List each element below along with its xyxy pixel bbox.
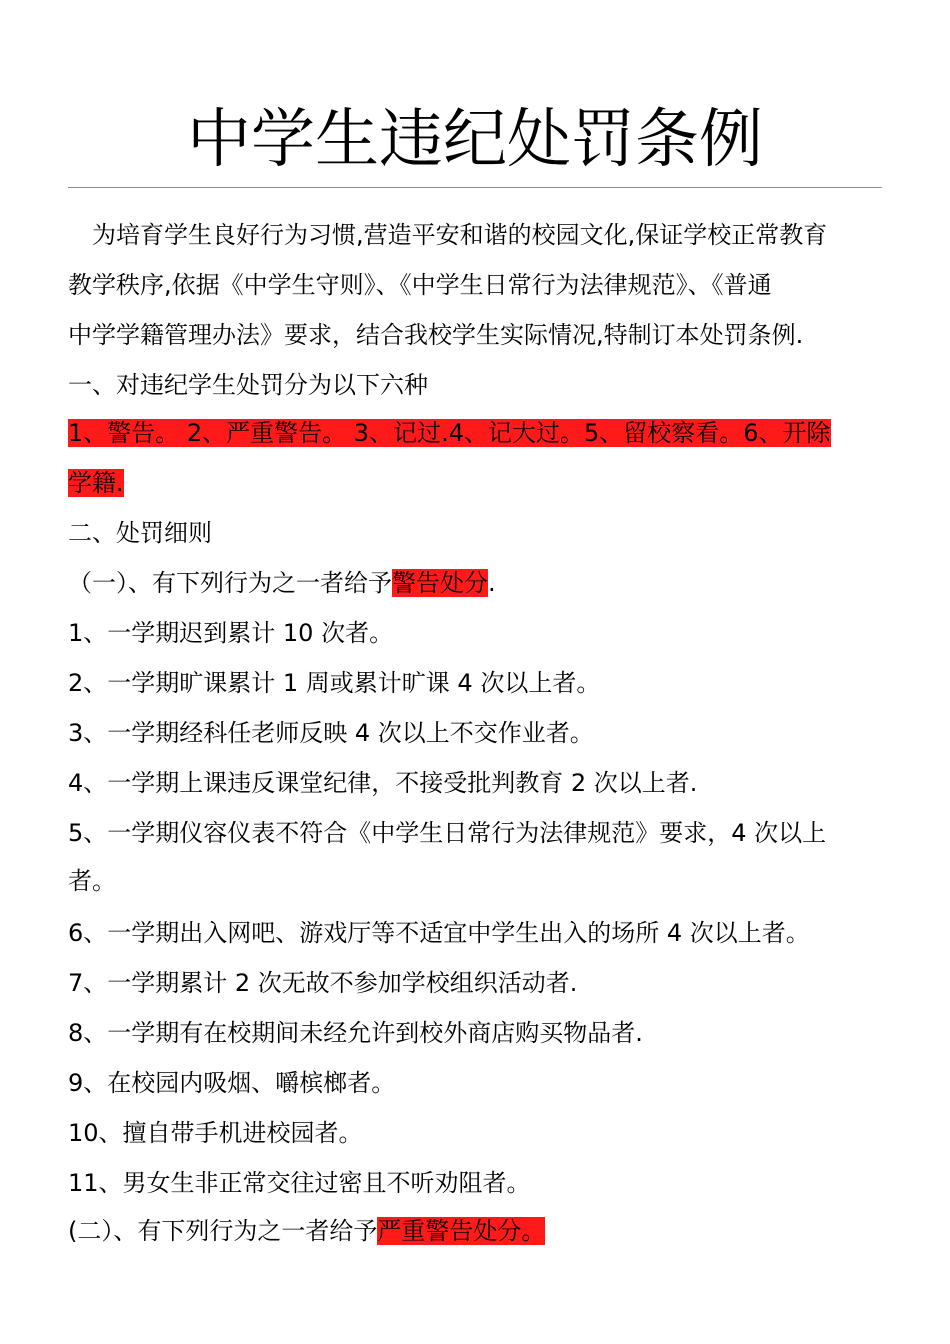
list-item: 1、一学期迟到累计 10 次者。 (68, 619, 394, 647)
section-2-heading: 二、处罚细则 (68, 519, 212, 547)
list-item-continuation: 者。 (68, 867, 116, 895)
subsection-1-highlight: 警告处分 (392, 569, 488, 597)
list-item: 6、一学期出入网吧、游戏厅等不适宜中学生出入的场所 4 次以上者。 (68, 919, 810, 947)
list-item: 8、一学期有在校期间未经允许到校外商店购买物品者. (68, 1019, 643, 1047)
subsection-1-heading (68, 568, 888, 598)
subsection-1-prefix: （一）、有下列行为之一者给予 (68, 569, 392, 597)
section-1-heading: 一、对违纪学生处罚分为以下六种 (68, 371, 428, 399)
subsection-2-prefix: (二）、有下列行为之一者给予 (68, 1217, 378, 1245)
list-item: 10、擅自带手机进校园者。 (68, 1119, 363, 1147)
subsection-2-heading (68, 1216, 888, 1246)
list-item: 7、一学期累计 2 次无故不参加学校组织活动者. (68, 969, 578, 997)
penalties-line-1 (68, 416, 868, 450)
title-divider (68, 187, 882, 188)
document-title: 中学生违纪处罚条例 (187, 103, 763, 177)
intro-line-1: 为培育学生良好行为习惯,营造平安和谐的校园文化,保证学校正常教育 (68, 221, 828, 249)
subsection-1-suffix: . (488, 569, 496, 597)
list-item: 3、一学期经科任老师反映 4 次以上不交作业者。 (68, 719, 594, 747)
penalties-highlight-2: 学籍. (68, 469, 124, 497)
penalties-line-2 (68, 466, 868, 500)
subsection-2-highlight: 严重警告处分。 (377, 1217, 546, 1245)
list-item: 4、一学期上课违反课堂纪律，不接受批判教育 2 次以上者. (68, 769, 698, 797)
list-item: 9、在校园内吸烟、嚼槟榔者。 (68, 1069, 396, 1097)
list-item: 2、一学期旷课累计 1 周或累计旷课 4 次以上者。 (68, 669, 601, 697)
intro-line-2: 教学秩序,依据《中学生守则》、《中学生日常行为法律规范》、《普通 (68, 271, 772, 299)
intro-line-3: 中学学籍管理办法》要求，结合我校学生实际情况,特制订本处罚条例. (68, 321, 804, 349)
list-item: 5、一学期仪容仪表不符合《中学生日常行为法律规范》要求，4 次以上 (68, 819, 827, 847)
list-item: 11、男女生非正常交往过密且不听劝阻者。 (68, 1169, 531, 1197)
penalties-highlight-1: 1、警告。 2、严重警告。 3、记过.4、记大过。5、留校察看。6、开除 (68, 419, 831, 447)
